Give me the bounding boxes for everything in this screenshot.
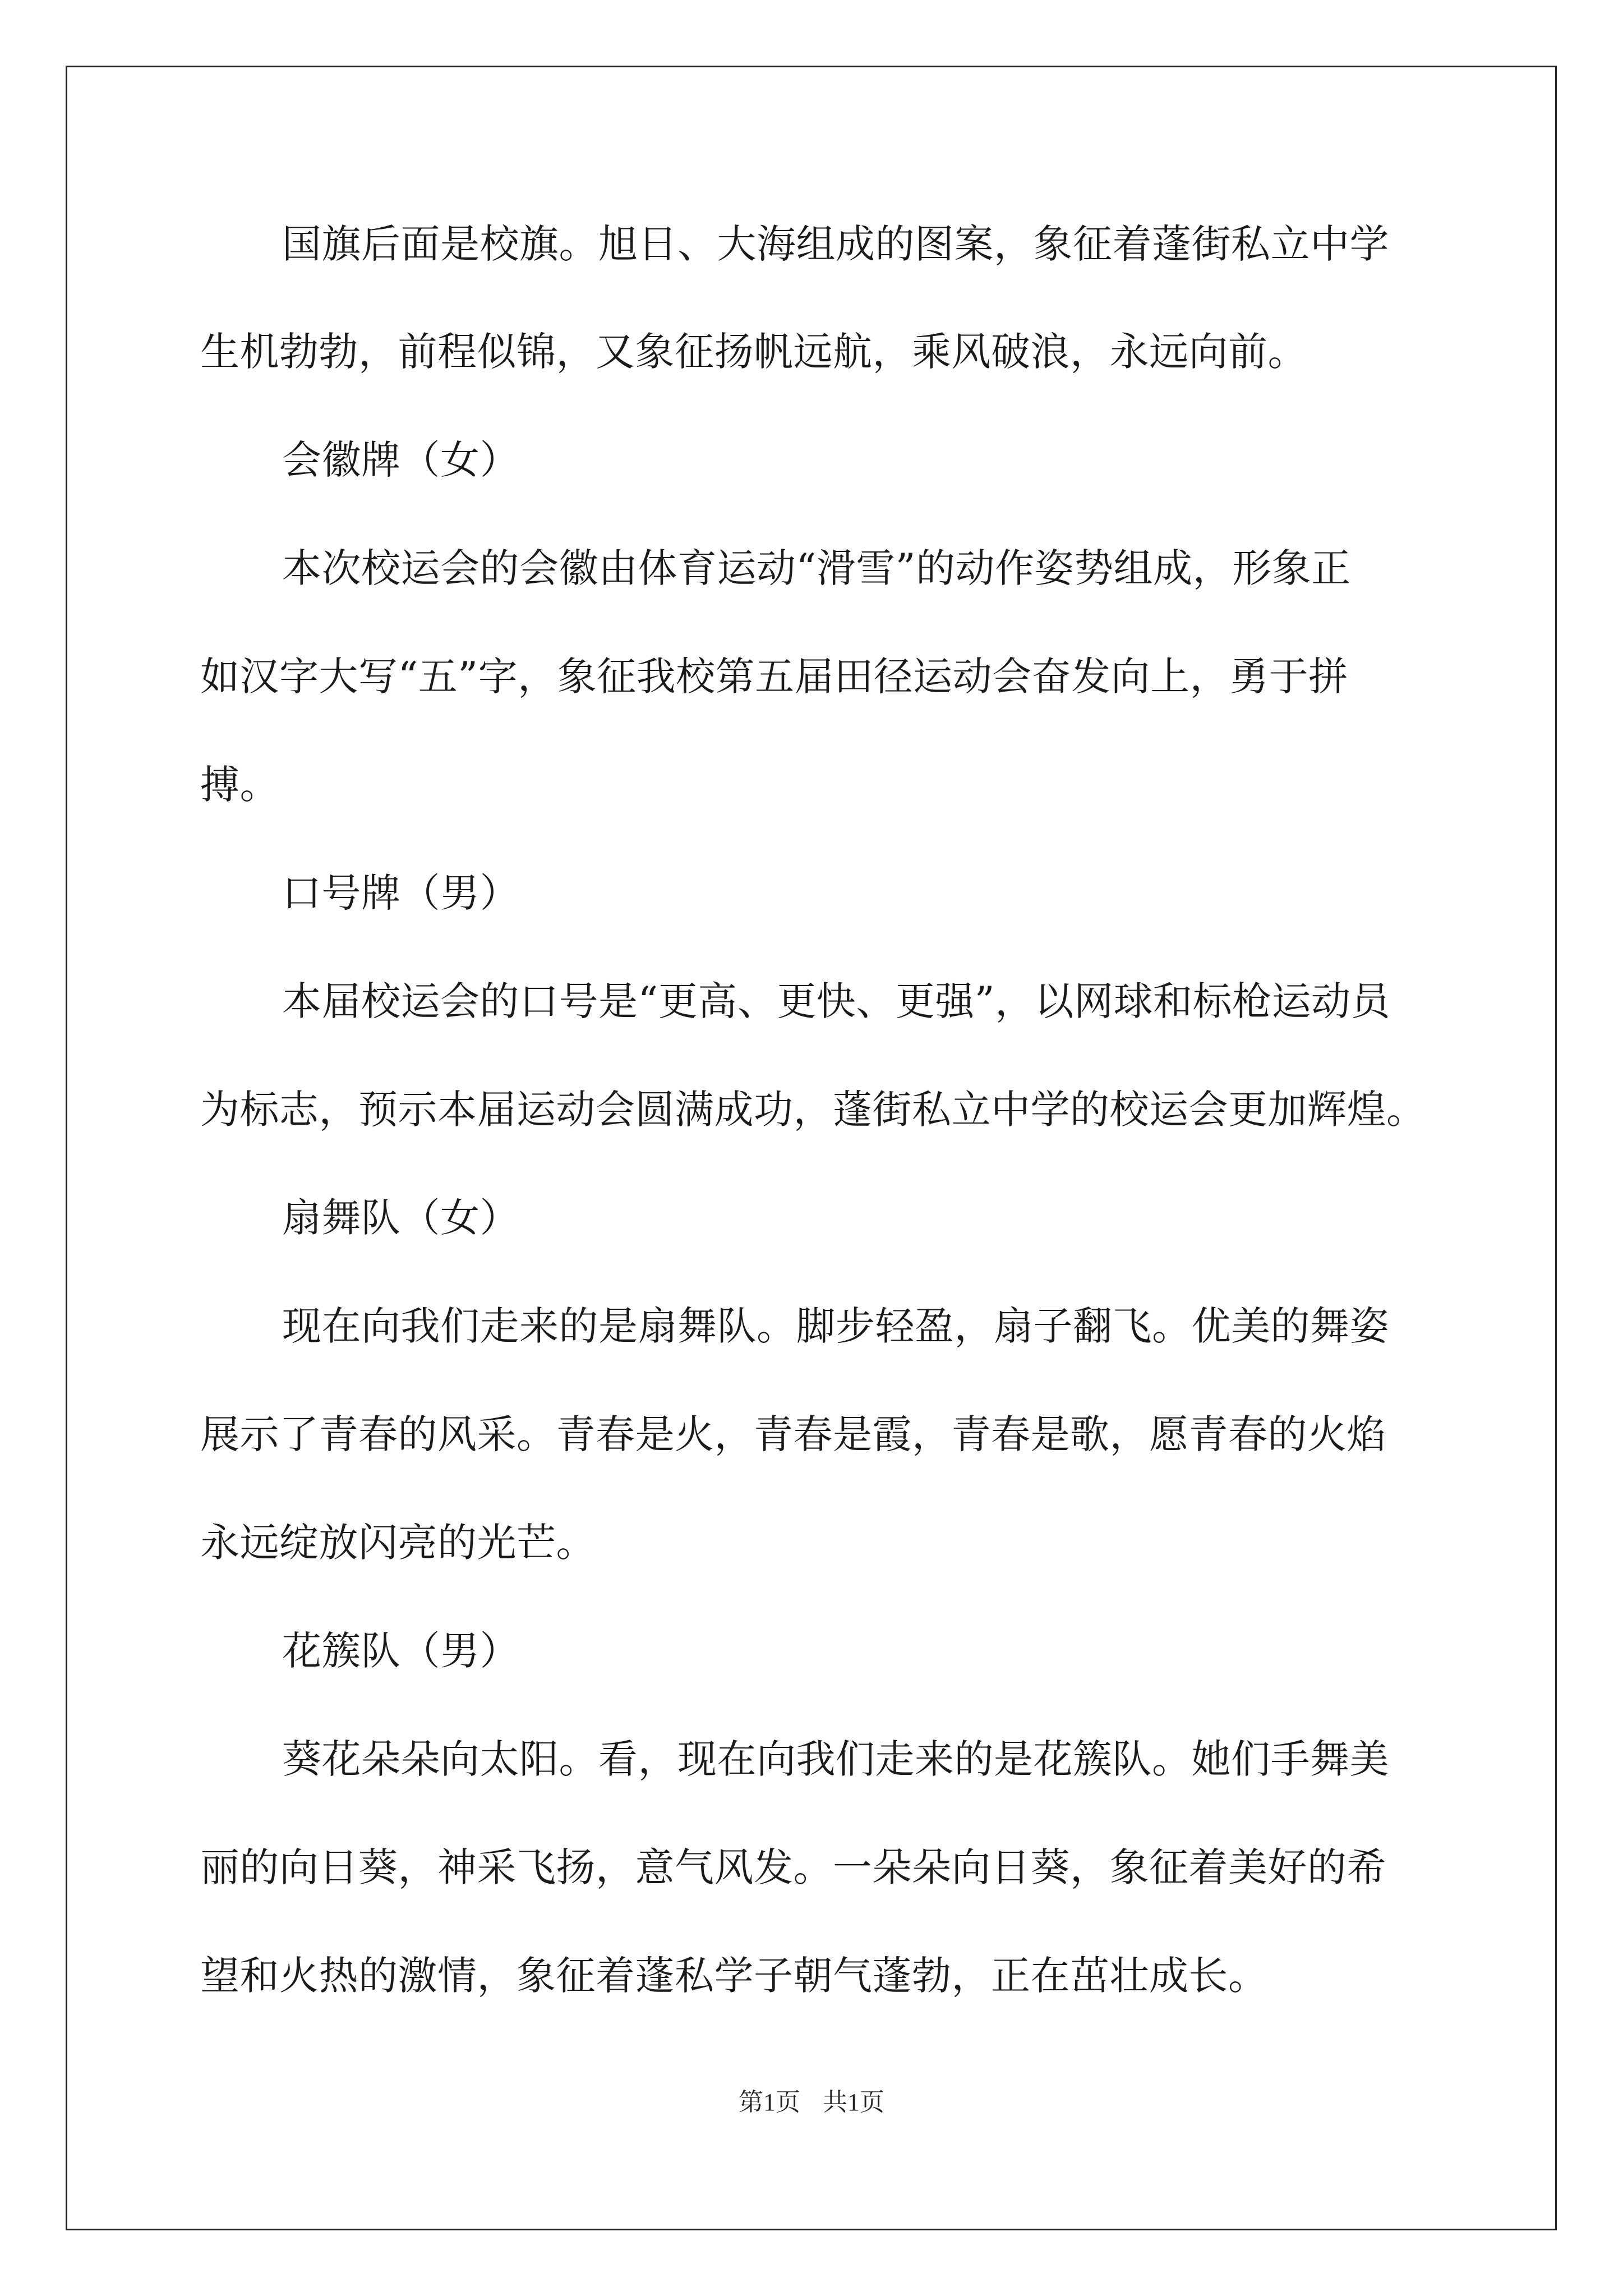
paragraph-line: 现在向我们走来的是扇舞队。脚步轻盈，扇子翻飞。优美的舞姿 [282, 1303, 1389, 1349]
paragraph-line: 永远绽放闪亮的光芒。 [200, 1520, 596, 1566]
paragraph-line: 为标志，预示本届运动会圆满成功，蓬街私立中学的校运会更加辉煌。 [200, 1087, 1426, 1133]
paragraph-line: 本届校运会的口号是“更高、更快、更强”，以网球和标枪运动员 [282, 978, 1391, 1024]
paragraph-line: 搏。 [200, 762, 279, 808]
section-heading: 口号牌（男） [282, 870, 519, 916]
section-heading: 会徽牌（女） [282, 437, 519, 483]
page-footer [0, 2086, 1623, 2119]
paragraph-line: 葵花朵朵向太阳。看，现在向我们走来的是花簇队。她们手舞美 [282, 1736, 1389, 1782]
paragraph-line: 本次校运会的会徽由体育运动“滑雪”的动作姿势组成，形象正 [282, 545, 1351, 591]
page-total: 共1页 [823, 2088, 884, 2116]
paragraph-line: 丽的向日葵，神采飞扬，意气风发。一朵朵向日葵，象征着美好的希 [200, 1844, 1386, 1890]
page-number: 第1页 [739, 2088, 800, 2116]
paragraph-line: 国旗后面是校旗。旭日、大海组成的图案，象征着蓬街私立中学 [282, 221, 1389, 267]
paragraph-line: 如汉字大写“五”字，象征我校第五届田径运动会奋发向上，勇于拼 [200, 654, 1348, 700]
paragraph-line: 展示了青春的风采。青春是火，青春是霞，青春是歌，愿青春的火焰 [200, 1411, 1386, 1457]
section-heading: 花簇队（男） [282, 1628, 519, 1674]
section-heading: 扇舞队（女） [282, 1195, 519, 1241]
paragraph-line: 望和火热的激情，象征着蓬私学子朝气蓬勃，正在茁壮成长。 [200, 1953, 1268, 1999]
paragraph-line: 生机勃勃，前程似锦，又象征扬帆远航，乘风破浪，永远向前。 [200, 329, 1307, 375]
page-border [66, 66, 1557, 2230]
